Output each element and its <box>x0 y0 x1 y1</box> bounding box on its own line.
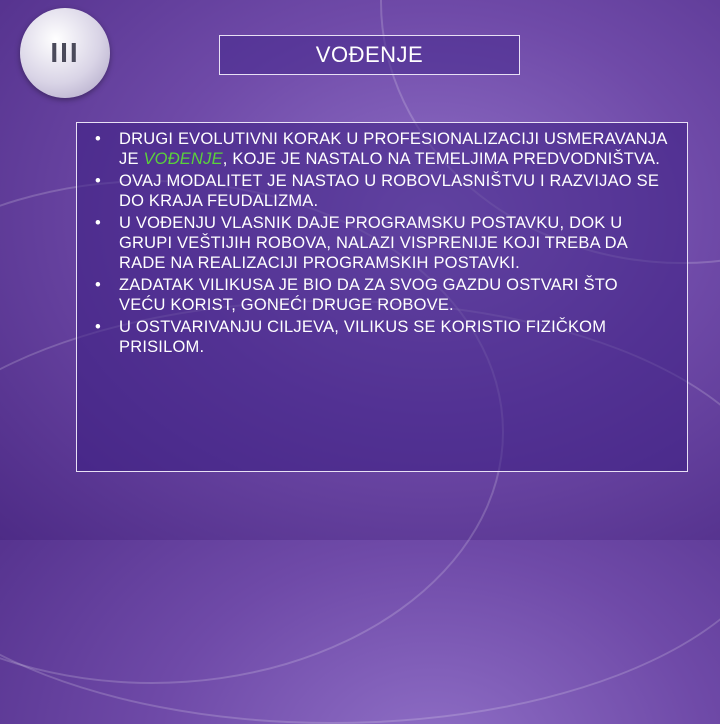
bullet-text: OVAJ MODALITET JE NASTAO U ROBOVLASNIŠTVU I RAZVIJAO SE DO KRAJA FEUDALIZMA. <box>119 172 660 210</box>
title-box <box>219 35 520 75</box>
bullet-text: , KOJE JE NASTALO NA TEMELJIMA PREDVODNIŠTVA. <box>222 150 660 168</box>
bullet-text: U OSTVARIVANJU CILJEVA, VILIKUS SE KORISTIO FIZIČKOM PRISILOM. <box>119 318 607 356</box>
bullet-item <box>87 171 669 211</box>
slide-title: VOĐENJE <box>315 42 424 67</box>
bullet-text: U VOĐENJU VLASNIK DAJE PROGRAMSKU POSTAVKU, DOK U GRUPI VEŠTIJIH ROBOVA, NALAZI VISPRENIJE KOJI TREBA DA RADE NA REALIZACIJI PROGRAMSKIH POSTAVKI. <box>119 214 628 272</box>
bullet-icon: • <box>95 172 101 190</box>
bullet-item <box>87 317 669 357</box>
bullet-icon: • <box>95 130 101 148</box>
bullet-item <box>87 129 669 169</box>
bullet-icon: • <box>95 214 101 232</box>
bullet-text: DRUGI EVOLUTIVNI KORAK U PROFESIONALIZACIJI USMERAVANJA JE <box>119 130 667 168</box>
bullet-list <box>77 123 687 357</box>
section-number-badge <box>20 8 110 98</box>
bullet-icon: • <box>95 318 101 336</box>
highlight-text: VOĐENJE <box>143 150 223 168</box>
bullet-icon: • <box>95 276 101 294</box>
section-number: III <box>50 37 80 68</box>
bullet-item <box>87 275 669 315</box>
bullet-item <box>87 213 669 273</box>
bullet-text: ZADATAK VILIKUSA JE BIO DA ZA SVOG GAZDU OSTVARI ŠTO VEĆU KORIST, GONEĆI DRUGE ROBOVE. <box>119 276 618 314</box>
content-box <box>76 122 688 472</box>
